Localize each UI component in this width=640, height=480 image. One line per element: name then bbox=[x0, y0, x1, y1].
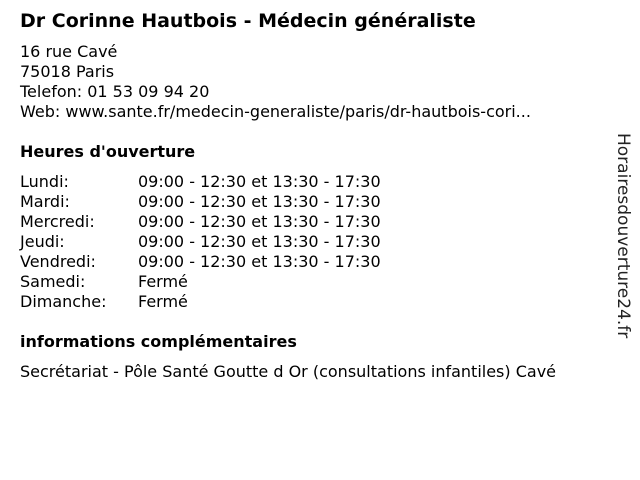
hours-time: 09:00 - 12:30 et 13:30 - 17:30 bbox=[138, 252, 381, 271]
hours-row-jeudi bbox=[20, 232, 610, 252]
hours-row-mardi bbox=[20, 192, 610, 212]
additional-info-text: Secrétariat - Pôle Santé Goutte d Or (consultations infantiles) Cavé bbox=[20, 362, 557, 381]
city-postcode: 75018 Paris bbox=[20, 62, 115, 81]
hours-row-lundi bbox=[20, 172, 610, 192]
opening-hours-table bbox=[20, 172, 610, 312]
hours-day: Lundi: bbox=[20, 172, 69, 191]
hours-row-vendredi bbox=[20, 252, 610, 272]
hours-day: Dimanche: bbox=[20, 292, 107, 311]
hours-time: Fermé bbox=[138, 292, 188, 311]
hours-time: 09:00 - 12:30 et 13:30 - 17:30 bbox=[138, 172, 381, 191]
hours-day: Mercredi: bbox=[20, 212, 95, 231]
site-watermark bbox=[612, 133, 634, 345]
street-address: 16 rue Cavé bbox=[20, 42, 118, 61]
hours-time: 09:00 - 12:30 et 13:30 - 17:30 bbox=[138, 232, 381, 251]
business-card bbox=[20, 8, 610, 382]
phone-number: Telefon: 01 53 09 94 20 bbox=[20, 82, 210, 101]
hours-row-dimanche bbox=[20, 292, 610, 312]
address-block bbox=[20, 42, 610, 122]
hours-day: Vendredi: bbox=[20, 252, 96, 271]
hours-day: Mardi: bbox=[20, 192, 70, 211]
hours-row-samedi bbox=[20, 272, 610, 292]
opening-hours-heading: Heures d'ouverture bbox=[20, 142, 196, 161]
hours-time: 09:00 - 12:30 et 13:30 - 17:30 bbox=[138, 192, 381, 211]
hours-time: Fermé bbox=[138, 272, 188, 291]
watermark-text: Horairesdouverture24.fr bbox=[613, 133, 633, 339]
page-title: Dr Corinne Hautbois - Médecin généraliste bbox=[20, 10, 476, 32]
hours-row-mercredi bbox=[20, 212, 610, 232]
website-link[interactable]: Web: www.sante.fr/medecin-generaliste/paris/dr-hautbois-cori... bbox=[20, 102, 531, 121]
hours-time: 09:00 - 12:30 et 13:30 - 17:30 bbox=[138, 212, 381, 231]
additional-info-heading: informations complémentaires bbox=[20, 332, 297, 351]
hours-day: Jeudi: bbox=[20, 232, 65, 251]
hours-day: Samedi: bbox=[20, 272, 86, 291]
